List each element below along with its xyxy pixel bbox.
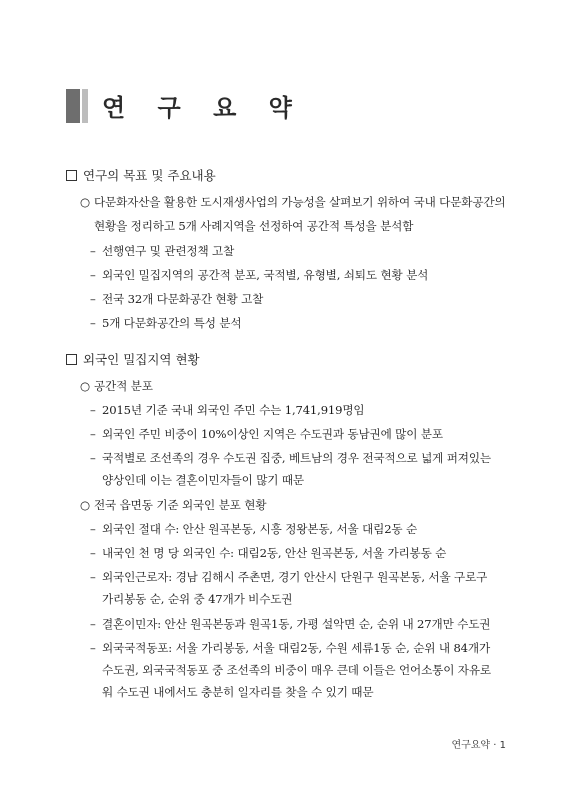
page-title: 연 구 요 약 — [102, 94, 304, 122]
list-item: – 결혼이민자: 안산 원곡본동과 원곡1동, 가평 설악면 순, 순위 내 27개만 수도권 — [90, 617, 491, 631]
dash-bullet-icon: – — [90, 617, 96, 631]
square-bullet-icon — [66, 354, 77, 365]
circle-bullet-icon: ○ — [80, 195, 90, 209]
dash-bullet-icon: – — [90, 403, 96, 417]
section-heading — [66, 166, 216, 184]
list-item: – 선행연구 및 관련정책 고찰 — [90, 244, 235, 258]
list-item-continuation: 양상인데 이는 결혼이민자들이 많기 때문 — [102, 473, 304, 487]
dash-bullet-icon: – — [90, 546, 96, 560]
list-item: – 국적별로 조선족의 경우 수도권 집중, 베트남의 경우 전국적으로 넓게 퍼져있는 — [90, 451, 491, 465]
list-item: – 내국인 천 명 당 외국인 수: 대림2동, 안산 원곡본동, 서울 가리봉동 순 — [90, 546, 447, 560]
section-heading-text: 연구의 목표 및 주요내용 — [83, 168, 216, 183]
circle-bullet-icon: ○ — [80, 379, 90, 393]
dash-bullet-icon: – — [90, 427, 96, 441]
list-item: ○ 공간적 분포 — [80, 379, 153, 393]
page-title-block — [66, 88, 304, 123]
dash-bullet-icon: – — [90, 641, 96, 655]
list-item-continuation: 워 수도권 내에서도 충분히 일자리를 찾을 수 있기 때문 — [102, 685, 374, 699]
square-bullet-icon — [66, 170, 77, 181]
section-heading-text: 외국인 밀집지역 현황 — [83, 352, 200, 367]
dash-bullet-icon: – — [90, 292, 96, 306]
page-footer: 연구요약 · 1 — [451, 740, 506, 751]
dash-bullet-icon: – — [90, 522, 96, 536]
list-item-continuation: 수도권, 외국국적동포 중 조선족의 비중이 매우 큰데 이들은 언어소통이 자유로 — [102, 663, 491, 677]
list-item: – 5개 다문화공간의 특성 분석 — [90, 316, 242, 330]
list-item-continuation: 가리봉동 순, 순위 중 47개가 비수도권 — [102, 592, 293, 606]
list-item-continuation: 현황을 정리하고 5개 사례지역을 선정하여 공간적 특성을 분석함 — [94, 219, 414, 233]
list-item: – 외국국적동포: 서울 가리봉동, 서울 대림2동, 수원 세류1동 순, 순위 내 84개가 — [90, 641, 491, 655]
list-item: – 외국인 주민 비중이 10%이상인 지역은 수도권과 동남권에 많이 분포 — [90, 427, 443, 441]
title-bar-decoration-light — [82, 89, 88, 123]
list-item: ○ 전국 읍면동 기준 외국인 분포 현황 — [80, 498, 267, 512]
list-item: – 전국 32개 다문화공간 현황 고찰 — [90, 292, 264, 306]
circle-bullet-icon: ○ — [80, 498, 90, 512]
title-bar-decoration — [66, 89, 80, 123]
dash-bullet-icon: – — [90, 316, 96, 330]
list-item: – 외국인 밀집지역의 공간적 분포, 국적별, 유형별, 쇠퇴도 현황 분석 — [90, 268, 429, 282]
dash-bullet-icon: – — [90, 244, 96, 258]
list-item: ○ 다문화자산을 활용한 도시재생사업의 가능성을 살펴보기 위하여 국내 다문화공간의 — [80, 195, 506, 209]
dash-bullet-icon: – — [90, 570, 96, 584]
list-item: – 2015년 기준 국내 외국인 주민 수는 1,741,919명임 — [90, 403, 365, 417]
dash-bullet-icon: – — [90, 268, 96, 282]
list-item: – 외국인근로자: 경남 김해시 주촌면, 경기 안산시 단원구 원곡본동, 서울 구로구 — [90, 570, 488, 584]
dash-bullet-icon: – — [90, 451, 96, 465]
section-heading — [66, 350, 200, 368]
list-item: – 외국인 절대 수: 안산 원곡본동, 시흥 정왕본동, 서울 대림2동 순 — [90, 522, 418, 536]
